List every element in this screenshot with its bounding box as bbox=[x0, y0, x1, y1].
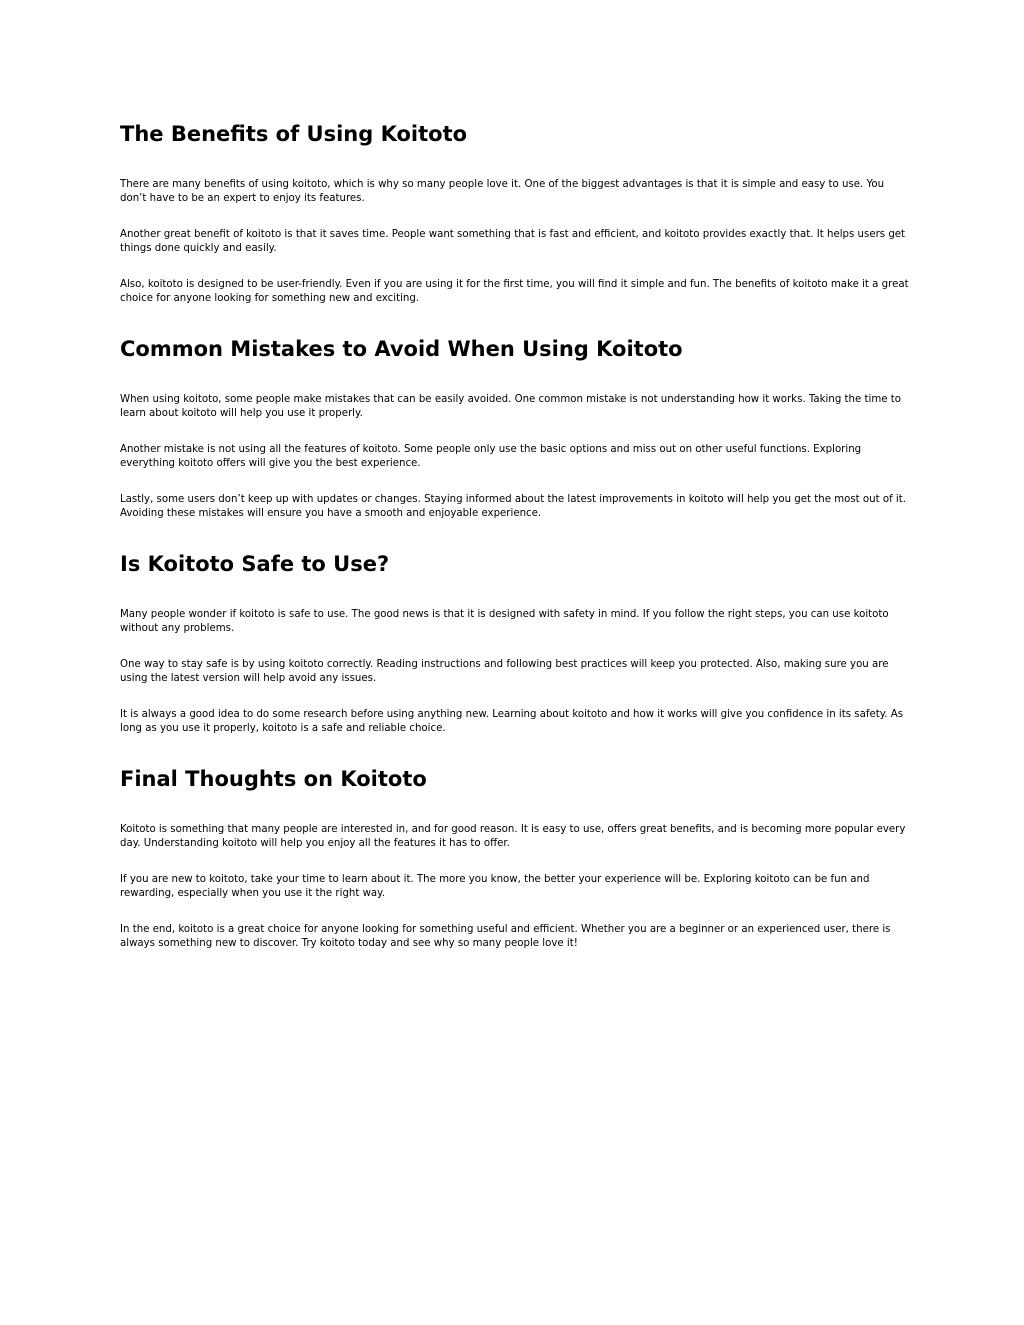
paragraph: There are many benefits of using koitoto, which is why so many people love it. One of the biggest advantages is that it is simple and easy to use. You don’t have to be an expert to enjoy its features. bbox=[120, 179, 885, 204]
paragraph: Many people wonder if koitoto is safe to use. The good news is that it is designed with safety in mind. If you follow the right steps, you can use koitoto without any problems. bbox=[120, 609, 889, 634]
section-title: The Benefits of Using Koitoto bbox=[120, 122, 468, 146]
paragraph: Koitoto is something that many people are interested in, and for good reason. It is easy to use, offers great benefits, and is becoming more popular every day. Understanding koitoto will help you enjoy all the features it has to offer. bbox=[120, 824, 906, 849]
paragraph: One way to stay safe is by using koitoto correctly. Reading instructions and following best practices will keep you protected. Also, making sure you are using the latest version will help avoid any issues. bbox=[120, 659, 889, 684]
paragraph: Lastly, some users don’t keep up with updates or changes. Staying informed about the latest improvements in koitoto will help you get the most out of it. Avoiding these mistakes will ensure you have a smooth and enjoyable experience. bbox=[120, 494, 906, 519]
document-page bbox=[120, 120, 910, 950]
paragraph: Another great benefit of koitoto is that it saves time. People want something that is fast and efficient, and koitoto provides exactly that. It helps users get things done quickly and easily. bbox=[120, 229, 906, 254]
paragraph: If you are new to koitoto, take your time to learn about it. The more you know, the better your experience will be. Exploring koitoto can be fun and rewarding, especially when you use it the right way. bbox=[120, 874, 870, 899]
section-final-thoughts bbox=[120, 765, 910, 950]
section-benefits bbox=[120, 120, 910, 305]
section-safety bbox=[120, 550, 910, 735]
paragraph: Also, koitoto is designed to be user-friendly. Even if you are using it for the first time, you will find it simple and fun. The benefits of koitoto make it a great choice for anyone looking for something new and exciting. bbox=[120, 279, 909, 304]
section-title: Final Thoughts on Koitoto bbox=[120, 767, 427, 791]
section-title: Is Koitoto Safe to Use? bbox=[120, 552, 390, 576]
section-title: Common Mistakes to Avoid When Using Koitoto bbox=[120, 337, 683, 361]
paragraph: When using koitoto, some people make mistakes that can be easily avoided. One common mistake is not understanding how it works. Taking the time to learn about koitoto will help you use it properly. bbox=[120, 394, 901, 419]
paragraph: In the end, koitoto is a great choice for anyone looking for something useful and efficient. Whether you are a beginner or an experienced user, there is always something new to discover. Try koitoto today and see why so many people love it! bbox=[120, 924, 891, 949]
section-common-mistakes bbox=[120, 335, 910, 520]
paragraph: It is always a good idea to do some research before using anything new. Learning about koitoto and how it works will give you confidence in its safety. As long as you use it properly, koitoto is a safe and reliable choice. bbox=[120, 709, 904, 734]
paragraph: Another mistake is not using all the features of koitoto. Some people only use the basic options and miss out on other useful functions. Exploring everything koitoto offers will give you the best experience. bbox=[120, 444, 862, 469]
